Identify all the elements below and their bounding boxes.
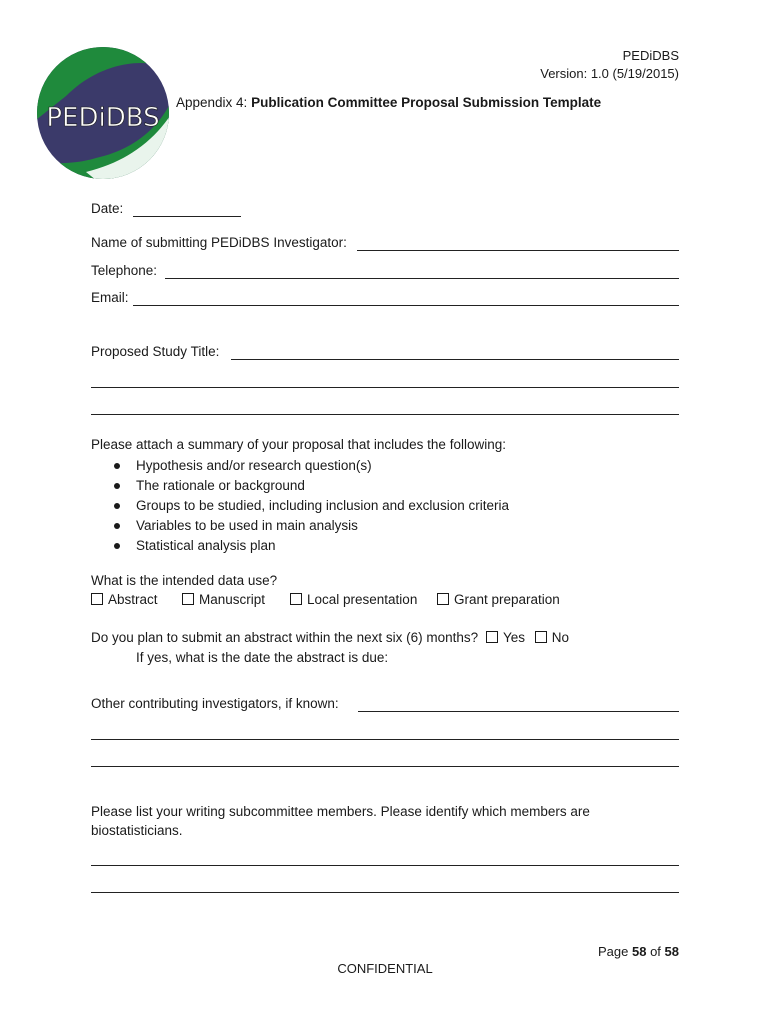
list-item: Groups to be studied, including inclusion and exclusion criteria: [110, 496, 509, 516]
checkbox-abstract[interactable]: Abstract: [91, 592, 158, 607]
summary-list: [110, 456, 509, 556]
bullet-icon: [114, 483, 120, 489]
list-item: Statistical analysis plan: [110, 536, 509, 556]
subcommittee-line-1: Please list your writing subcommittee members. Please identify which members are: [91, 804, 590, 819]
pedidbs-logo: [36, 46, 170, 180]
checkbox-manuscript[interactable]: Manuscript: [182, 592, 265, 607]
page-number: Page 58 of 58: [597, 944, 679, 959]
subcommittee-field[interactable]: [91, 865, 679, 866]
list-item: The rationale or background: [110, 476, 509, 496]
appendix-prefix: Appendix 4:: [176, 95, 248, 110]
checkbox-icon[interactable]: [437, 593, 449, 605]
abstract-due-label: If yes, what is the date the abstract is due:: [136, 650, 389, 665]
email-field[interactable]: [133, 305, 679, 306]
email-label: Email:: [91, 290, 129, 305]
subcommittee-line-2: biostatisticians.: [91, 823, 183, 838]
abstract-plan-question: Do you plan to submit an abstract within the next six (6) months?: [91, 630, 479, 645]
checkbox-yes[interactable]: [486, 631, 498, 643]
checkbox-grant-preparation[interactable]: Grant preparation: [437, 592, 560, 607]
appendix-heading: Publication Committee Proposal Submission Template: [251, 95, 602, 110]
checkbox-no[interactable]: [535, 631, 547, 643]
telephone-field[interactable]: [165, 278, 679, 279]
study-title-field[interactable]: [231, 359, 679, 360]
summary-intro: Please attach a summary of your proposal that includes the following:: [91, 437, 506, 452]
telephone-label: Telephone:: [91, 263, 158, 278]
abstract-plan-row: [91, 630, 569, 645]
checkbox-icon[interactable]: [91, 593, 103, 605]
bullet-icon: [114, 543, 120, 549]
investigator-field[interactable]: [357, 250, 679, 251]
study-title-field-line-2[interactable]: [91, 387, 679, 388]
other-investigators-field-line-3[interactable]: [91, 766, 679, 767]
date-field[interactable]: [133, 216, 241, 217]
confidential-footer: CONFIDENTIAL: [337, 961, 433, 976]
data-use-question: What is the intended data use?: [91, 573, 278, 588]
checkbox-icon[interactable]: [182, 593, 194, 605]
investigator-label: Name of submitting PEDiDBS Investigator:: [91, 235, 347, 250]
other-investigators-field[interactable]: [358, 711, 679, 712]
header-org: PEDiDBS: [622, 48, 679, 63]
header-version: Version: 1.0 (5/19/2015): [540, 66, 679, 81]
bullet-icon: [114, 463, 120, 469]
study-title-field-line-3[interactable]: [91, 414, 679, 415]
date-label: Date:: [91, 201, 124, 216]
other-investigators-field-line-2[interactable]: [91, 739, 679, 740]
study-title-label: Proposed Study Title:: [91, 344, 220, 359]
bullet-icon: [114, 523, 120, 529]
other-investigators-label: Other contributing investigators, if known:: [91, 696, 339, 711]
subcommittee-field-line-2[interactable]: [91, 892, 679, 893]
list-item: Hypothesis and/or research question(s): [110, 456, 509, 476]
list-item: Variables to be used in main analysis: [110, 516, 509, 536]
no-label: No: [551, 630, 570, 645]
checkbox-icon[interactable]: [290, 593, 302, 605]
yes-label: Yes: [502, 630, 525, 645]
checkbox-local-presentation[interactable]: Local presentation: [290, 592, 417, 607]
svg-text:PEDiDBS: PEDiDBS: [46, 103, 160, 133]
appendix-title: [176, 95, 601, 110]
bullet-icon: [114, 503, 120, 509]
